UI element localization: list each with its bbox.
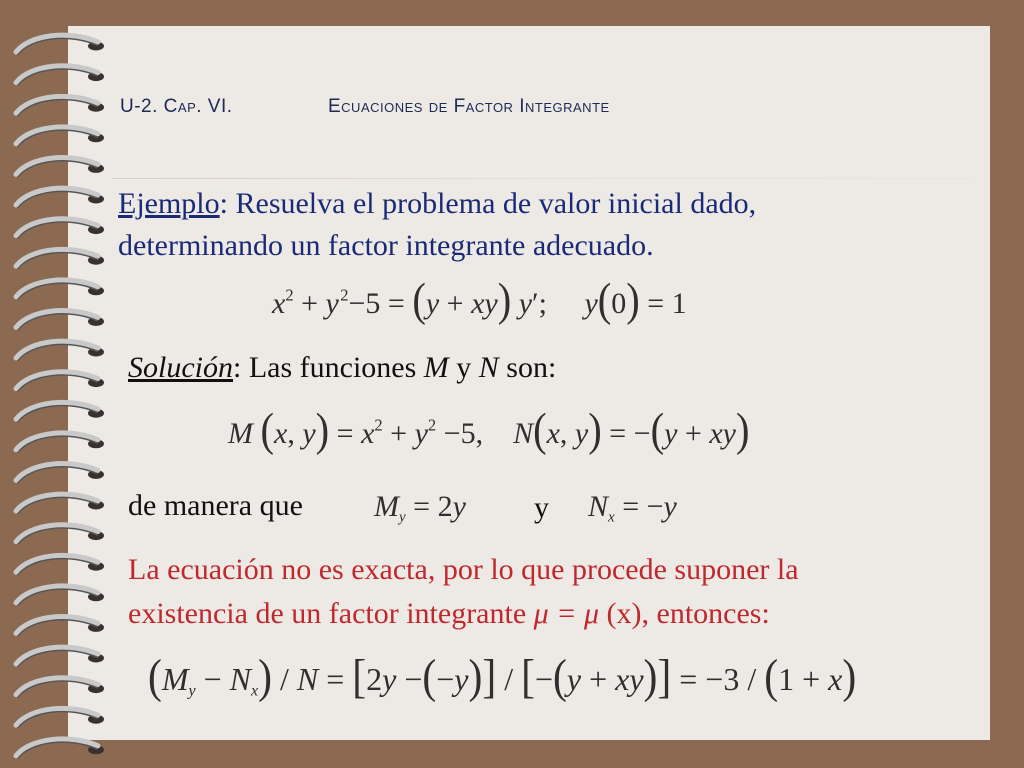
spiral-ring: [16, 617, 104, 636]
spiral-ring: [16, 188, 104, 207]
integrating-factor-equation: $(M_y - N_x) / N = [2y -(-y)] / [-(y + xy)] = -3 / (1 + x)$: [148, 649, 857, 703]
spiral-ring: [16, 96, 104, 115]
conclusion-line-1: La ecuación no es exacta, por lo que procede suponer la: [128, 553, 799, 586]
my-equation: $M_y = 2y$: [374, 490, 466, 526]
spiral-ring: [16, 280, 104, 299]
solution-text-prefix: : Las funciones: [233, 351, 424, 384]
spiral-ring: [16, 127, 104, 146]
spiral-ring: [16, 311, 104, 330]
spiral-ring: [16, 372, 104, 391]
spiral-ring: [16, 647, 104, 666]
example-label: Ejemplo: [118, 187, 220, 220]
de-manera-text: de manera que: [128, 489, 303, 522]
example-line-1: [118, 186, 756, 222]
spiral-ring: [16, 402, 104, 421]
solution-line: [128, 350, 556, 386]
spiral-ring: [16, 341, 104, 360]
y-conjunction: y: [534, 491, 549, 524]
spiral-ring: [16, 555, 104, 574]
spiral-ring: [16, 35, 104, 54]
spiral-ring: [16, 219, 104, 238]
spiral-ring: [16, 494, 104, 513]
conclusion-text-b: (x), entonces:: [599, 597, 770, 630]
spiral-ring: [16, 158, 104, 177]
spiral-ring: [16, 464, 104, 483]
nx-equation: $N_x = -y$: [588, 490, 677, 526]
spiral-ring: [16, 525, 104, 544]
conclusion-line-2: [128, 596, 770, 632]
spiral-binding: [0, 0, 110, 768]
ivp-equation: $x^2 + y$ $^2$−5 = (y + xy) y′; y(0) = 1: [272, 273, 687, 326]
solution-N: N: [478, 351, 499, 384]
spiral-ring: [16, 678, 104, 697]
solution-M: M: [423, 351, 449, 384]
slide-header: [120, 96, 610, 118]
spiral-ring: [16, 66, 104, 85]
solution-text-suffix: son:: [498, 351, 557, 384]
solution-label: Solución: [128, 351, 233, 384]
spiral-ring: [16, 586, 104, 605]
header-unit: U-2. Cap. VI.: [120, 96, 233, 117]
spiral-ring: [16, 708, 104, 727]
conclusion-text-a: existencia de un factor integrante: [128, 597, 534, 630]
mn-equation: M (x, $y) = x^2 + y^2 -5$, N(x, y) = −(y + xy): [228, 403, 750, 456]
spiral-ring: [16, 249, 104, 268]
mu-expression: μ = μ: [533, 597, 600, 630]
header-title: Ecuaciones de Factor Integrante: [328, 96, 610, 117]
header-divider: [112, 178, 972, 179]
example-text-1: : Resuelva el problema de valor inicial dado,: [219, 187, 757, 220]
spiral-ring: [16, 739, 104, 758]
spiral-ring: [16, 433, 104, 452]
solution-y-word: y: [448, 351, 479, 384]
example-line-2: determinando un factor integrante adecuado.: [118, 229, 654, 262]
